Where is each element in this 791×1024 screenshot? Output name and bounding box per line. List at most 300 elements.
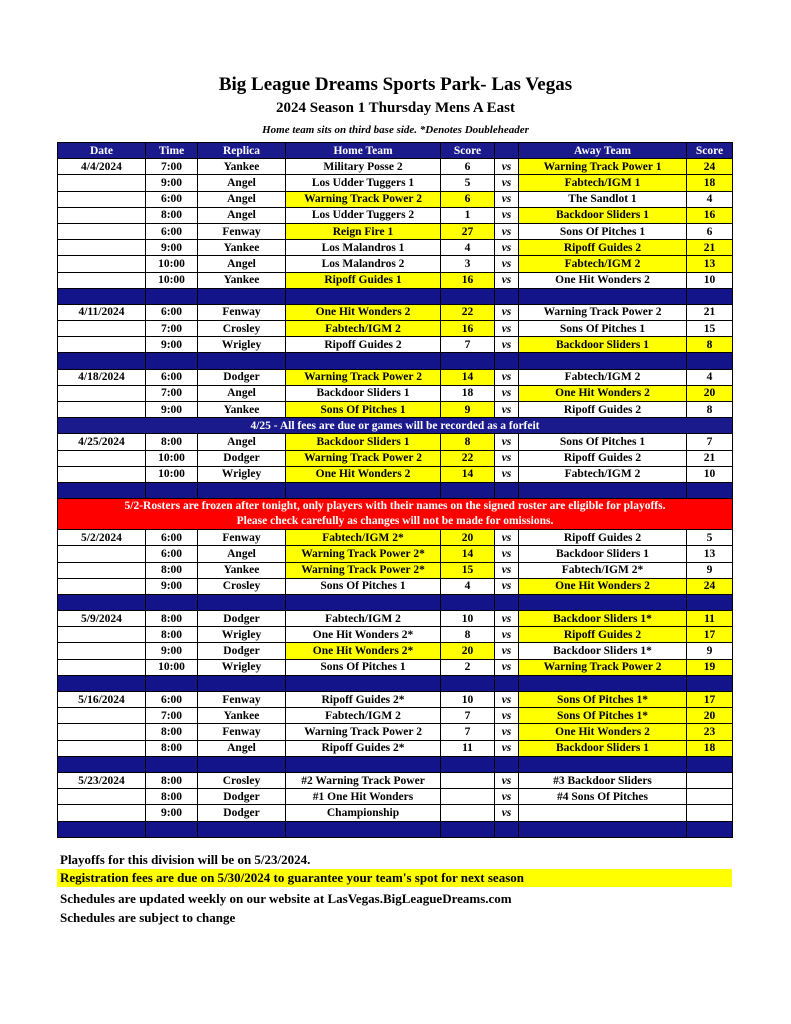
away-team: Ripoff Guides 2 xyxy=(519,240,687,256)
game-date xyxy=(58,240,146,256)
separator-cell xyxy=(146,353,198,369)
home-score: 22 xyxy=(441,450,495,466)
away-score: 16 xyxy=(687,207,733,223)
game-time: 7:00 xyxy=(146,159,198,175)
vs-label: vs xyxy=(495,659,519,675)
home-team: Sons Of Pitches 1 xyxy=(286,659,441,675)
fees-note: Registration fees are due on 5/30/2024 to guarantee your team's spot for next season xyxy=(57,869,732,887)
game-time: 10:00 xyxy=(146,659,198,675)
game-time: 9:00 xyxy=(146,643,198,659)
separator-cell xyxy=(286,594,441,610)
away-team: Ripoff Guides 2 xyxy=(519,402,687,418)
page-subtitle: 2024 Season 1 Thursday Mens A East xyxy=(276,100,515,116)
alert-banner xyxy=(58,499,733,530)
away-score: 8 xyxy=(687,402,733,418)
home-team: One Hit Wonders 2* xyxy=(286,627,441,643)
home-score: 5 xyxy=(441,175,495,191)
game-time: 10:00 xyxy=(146,272,198,288)
separator-cell xyxy=(198,821,286,837)
home-score xyxy=(441,772,495,788)
game-date xyxy=(58,466,146,482)
home-team: Fabtech/IGM 2 xyxy=(286,321,441,337)
game-date xyxy=(58,708,146,724)
vs-label: vs xyxy=(495,578,519,594)
game-field: Crosley xyxy=(198,578,286,594)
game-time: 9:00 xyxy=(146,578,198,594)
game-date xyxy=(58,337,146,353)
game-date xyxy=(58,385,146,401)
away-score: 21 xyxy=(687,240,733,256)
game-row xyxy=(58,321,733,337)
away-team: Warning Track Power 2 xyxy=(519,659,687,675)
home-team: #1 One Hit Wonders xyxy=(286,789,441,805)
home-team: Warning Track Power 2 xyxy=(286,450,441,466)
game-field: Dodger xyxy=(198,805,286,821)
separator-cell xyxy=(58,288,146,304)
home-team: Los Udder Tuggers 1 xyxy=(286,175,441,191)
separator-cell xyxy=(286,756,441,772)
game-field: Yankee xyxy=(198,708,286,724)
vs-label: vs xyxy=(495,175,519,191)
game-row xyxy=(58,256,733,272)
game-row xyxy=(58,708,733,724)
home-team: Warning Track Power 2* xyxy=(286,546,441,562)
notice-row xyxy=(58,418,733,434)
game-time: 8:00 xyxy=(146,627,198,643)
away-score: 18 xyxy=(687,740,733,756)
game-date: 4/11/2024 xyxy=(58,304,146,320)
separator-row xyxy=(58,821,733,837)
col-header-time: Time xyxy=(146,143,198,159)
away-team: Fabtech/IGM 2* xyxy=(519,562,687,578)
separator-cell xyxy=(198,594,286,610)
separator-cell xyxy=(146,594,198,610)
vs-label: vs xyxy=(495,207,519,223)
home-score: 11 xyxy=(441,740,495,756)
game-time: 8:00 xyxy=(146,434,198,450)
away-team: One Hit Wonders 2 xyxy=(519,578,687,594)
game-date xyxy=(58,272,146,288)
vs-label: vs xyxy=(495,643,519,659)
game-date xyxy=(58,740,146,756)
separator-cell xyxy=(286,482,441,498)
game-date: 5/9/2024 xyxy=(58,611,146,627)
away-score: 6 xyxy=(687,223,733,239)
game-time: 9:00 xyxy=(146,805,198,821)
away-score: 20 xyxy=(687,385,733,401)
away-score: 4 xyxy=(687,369,733,385)
home-score: 16 xyxy=(441,321,495,337)
separator-cell xyxy=(519,756,687,772)
home-team: Sons Of Pitches 1 xyxy=(286,402,441,418)
vs-label: vs xyxy=(495,772,519,788)
game-date xyxy=(58,546,146,562)
home-team: Fabtech/IGM 2 xyxy=(286,708,441,724)
game-row xyxy=(58,805,733,821)
away-team: The Sandlot 1 xyxy=(519,191,687,207)
separator-cell xyxy=(519,482,687,498)
vs-label: vs xyxy=(495,402,519,418)
vs-label: vs xyxy=(495,692,519,708)
away-team: Backdoor Sliders 1 xyxy=(519,740,687,756)
game-time: 6:00 xyxy=(146,369,198,385)
home-score: 6 xyxy=(441,159,495,175)
vs-label: vs xyxy=(495,562,519,578)
away-team: #3 Backdoor Sliders xyxy=(519,772,687,788)
vs-label: vs xyxy=(495,223,519,239)
home-team: Warning Track Power 2 xyxy=(286,369,441,385)
away-score: 10 xyxy=(687,466,733,482)
game-field: Angel xyxy=(198,207,286,223)
game-row xyxy=(58,578,733,594)
game-field: Yankee xyxy=(198,272,286,288)
game-field: Dodger xyxy=(198,789,286,805)
separator-cell xyxy=(286,821,441,837)
away-score: 17 xyxy=(687,627,733,643)
away-score xyxy=(687,789,733,805)
away-score: 9 xyxy=(687,643,733,659)
vs-label: vs xyxy=(495,385,519,401)
game-date xyxy=(58,627,146,643)
game-field: Yankee xyxy=(198,240,286,256)
col-header-away-score: Score xyxy=(687,143,733,159)
col-header-home-score: Score xyxy=(441,143,495,159)
vs-label: vs xyxy=(495,450,519,466)
game-field: Wrigley xyxy=(198,337,286,353)
game-row xyxy=(58,434,733,450)
game-time: 6:00 xyxy=(146,223,198,239)
col-header-away-team: Away Team xyxy=(519,143,687,159)
separator-cell xyxy=(441,756,495,772)
away-team: Sons Of Pitches 1* xyxy=(519,692,687,708)
separator-cell xyxy=(495,288,519,304)
separator-cell xyxy=(495,821,519,837)
game-row xyxy=(58,724,733,740)
vs-label: vs xyxy=(495,740,519,756)
separator-cell xyxy=(286,353,441,369)
vs-label: vs xyxy=(495,789,519,805)
separator-cell xyxy=(519,675,687,691)
away-score: 24 xyxy=(687,159,733,175)
game-time: 10:00 xyxy=(146,256,198,272)
game-field: Yankee xyxy=(198,159,286,175)
home-team: Ripoff Guides 1 xyxy=(286,272,441,288)
away-score: 5 xyxy=(687,530,733,546)
game-time: 8:00 xyxy=(146,562,198,578)
home-score: 9 xyxy=(441,402,495,418)
game-row xyxy=(58,740,733,756)
separator-cell xyxy=(495,756,519,772)
separator-cell xyxy=(495,675,519,691)
game-row xyxy=(58,789,733,805)
game-date xyxy=(58,805,146,821)
game-date xyxy=(58,223,146,239)
separator-cell xyxy=(441,482,495,498)
separator-cell xyxy=(495,594,519,610)
home-team: Los Malandros 2 xyxy=(286,256,441,272)
away-score: 24 xyxy=(687,578,733,594)
game-row xyxy=(58,337,733,353)
col-header-replica: Replica xyxy=(198,143,286,159)
separator-cell xyxy=(146,821,198,837)
home-team: Fabtech/IGM 2 xyxy=(286,611,441,627)
home-team: Championship xyxy=(286,805,441,821)
home-score: 6 xyxy=(441,191,495,207)
away-score: 15 xyxy=(687,321,733,337)
separator-cell xyxy=(687,482,733,498)
alert-line-1: 5/2-Rosters are frozen after tonight, only players with their names on the signed roster are eligible for playoffs. xyxy=(124,500,666,513)
game-row xyxy=(58,272,733,288)
home-score: 8 xyxy=(441,627,495,643)
separator-row xyxy=(58,353,733,369)
home-team: Los Udder Tuggers 2 xyxy=(286,207,441,223)
game-date xyxy=(58,175,146,191)
home-score: 22 xyxy=(441,304,495,320)
separator-cell xyxy=(58,756,146,772)
home-team: Fabtech/IGM 2* xyxy=(286,530,441,546)
schedule-table xyxy=(57,142,733,838)
home-score: 20 xyxy=(441,643,495,659)
home-team: Warning Track Power 2 xyxy=(286,724,441,740)
game-time: 7:00 xyxy=(146,321,198,337)
game-row xyxy=(58,159,733,175)
vs-label: vs xyxy=(495,240,519,256)
separator-cell xyxy=(146,756,198,772)
away-score xyxy=(687,772,733,788)
separator-cell xyxy=(687,756,733,772)
home-team: Los Malandros 1 xyxy=(286,240,441,256)
playoffs-note: Playoffs for this division will be on 5/23/2024. xyxy=(60,852,311,867)
game-time: 9:00 xyxy=(146,402,198,418)
game-date xyxy=(58,562,146,578)
separator-cell xyxy=(58,594,146,610)
game-field: Wrigley xyxy=(198,466,286,482)
away-score: 13 xyxy=(687,546,733,562)
vs-label: vs xyxy=(495,159,519,175)
vs-label: vs xyxy=(495,627,519,643)
separator-cell xyxy=(198,675,286,691)
game-date: 5/2/2024 xyxy=(58,530,146,546)
game-field: Fenway xyxy=(198,530,286,546)
game-time: 8:00 xyxy=(146,789,198,805)
game-row xyxy=(58,450,733,466)
home-score: 3 xyxy=(441,256,495,272)
away-team: Backdoor Sliders 1 xyxy=(519,337,687,353)
game-time: 9:00 xyxy=(146,175,198,191)
vs-label: vs xyxy=(495,805,519,821)
game-date xyxy=(58,256,146,272)
separator-cell xyxy=(198,353,286,369)
home-team: #2 Warning Track Power xyxy=(286,772,441,788)
game-date: 5/23/2024 xyxy=(58,772,146,788)
game-field: Angel xyxy=(198,191,286,207)
game-field: Fenway xyxy=(198,223,286,239)
separator-cell xyxy=(687,675,733,691)
vs-label: vs xyxy=(495,304,519,320)
game-field: Angel xyxy=(198,385,286,401)
col-header-vs xyxy=(495,143,519,159)
separator-cell xyxy=(687,353,733,369)
home-score: 15 xyxy=(441,562,495,578)
game-date xyxy=(58,402,146,418)
away-team: Ripoff Guides 2 xyxy=(519,530,687,546)
game-field: Yankee xyxy=(198,562,286,578)
vs-label: vs xyxy=(495,272,519,288)
game-time: 10:00 xyxy=(146,466,198,482)
separator-cell xyxy=(286,288,441,304)
home-team: Sons Of Pitches 1 xyxy=(286,578,441,594)
game-row xyxy=(58,772,733,788)
separator-cell xyxy=(441,594,495,610)
game-row xyxy=(58,659,733,675)
away-team: Backdoor Sliders 1* xyxy=(519,643,687,659)
away-score: 13 xyxy=(687,256,733,272)
game-field: Fenway xyxy=(198,724,286,740)
game-field: Fenway xyxy=(198,304,286,320)
game-field: Angel xyxy=(198,256,286,272)
game-time: 7:00 xyxy=(146,708,198,724)
game-date: 4/25/2024 xyxy=(58,434,146,450)
home-team: Backdoor Sliders 1 xyxy=(286,385,441,401)
vs-label: vs xyxy=(495,708,519,724)
game-field: Angel xyxy=(198,434,286,450)
game-row xyxy=(58,627,733,643)
away-team: Warning Track Power 1 xyxy=(519,159,687,175)
game-time: 8:00 xyxy=(146,740,198,756)
home-team: Ripoff Guides 2* xyxy=(286,692,441,708)
game-time: 6:00 xyxy=(146,546,198,562)
game-field: Dodger xyxy=(198,450,286,466)
game-date xyxy=(58,191,146,207)
separator-row xyxy=(58,288,733,304)
vs-label: vs xyxy=(495,369,519,385)
separator-cell xyxy=(687,821,733,837)
separator-cell xyxy=(198,288,286,304)
away-team: Fabtech/IGM 2 xyxy=(519,256,687,272)
game-row xyxy=(58,223,733,239)
away-score: 11 xyxy=(687,611,733,627)
separator-cell xyxy=(198,756,286,772)
home-team: Warning Track Power 2 xyxy=(286,191,441,207)
separator-cell xyxy=(495,482,519,498)
game-time: 8:00 xyxy=(146,611,198,627)
away-score: 10 xyxy=(687,272,733,288)
game-row xyxy=(58,175,733,191)
notice-text: 4/25 - All fees are due or games will be recorded as a forfeit xyxy=(58,418,733,434)
separator-row xyxy=(58,482,733,498)
col-header-home-team: Home Team xyxy=(286,143,441,159)
away-team: Backdoor Sliders 1* xyxy=(519,611,687,627)
away-team: Sons Of Pitches 1 xyxy=(519,223,687,239)
away-team xyxy=(519,805,687,821)
game-row xyxy=(58,240,733,256)
game-time: 10:00 xyxy=(146,450,198,466)
separator-cell xyxy=(519,594,687,610)
away-score: 8 xyxy=(687,337,733,353)
game-date xyxy=(58,450,146,466)
home-score: 14 xyxy=(441,546,495,562)
game-time: 6:00 xyxy=(146,530,198,546)
home-score xyxy=(441,805,495,821)
separator-cell xyxy=(441,288,495,304)
separator-cell xyxy=(146,288,198,304)
col-header-date: Date xyxy=(58,143,146,159)
away-team: Ripoff Guides 2 xyxy=(519,450,687,466)
away-team: Sons Of Pitches 1 xyxy=(519,321,687,337)
home-score: 7 xyxy=(441,337,495,353)
game-row xyxy=(58,466,733,482)
game-date: 4/18/2024 xyxy=(58,369,146,385)
game-field: Angel xyxy=(198,546,286,562)
home-score: 1 xyxy=(441,207,495,223)
page-title: Big League Dreams Sports Park- Las Vegas xyxy=(218,74,573,95)
game-row xyxy=(58,385,733,401)
separator-cell xyxy=(146,482,198,498)
home-score: 18 xyxy=(441,385,495,401)
game-time: 6:00 xyxy=(146,692,198,708)
separator-cell xyxy=(58,675,146,691)
game-time: 8:00 xyxy=(146,724,198,740)
game-row xyxy=(58,692,733,708)
home-score: 7 xyxy=(441,724,495,740)
home-team: Warning Track Power 2* xyxy=(286,562,441,578)
vs-label: vs xyxy=(495,611,519,627)
away-score: 18 xyxy=(687,175,733,191)
separator-cell xyxy=(519,288,687,304)
home-team: Reign Fire 1 xyxy=(286,223,441,239)
game-row xyxy=(58,562,733,578)
home-score: 4 xyxy=(441,240,495,256)
away-team: One Hit Wonders 2 xyxy=(519,272,687,288)
game-time: 9:00 xyxy=(146,240,198,256)
game-field: Yankee xyxy=(198,402,286,418)
home-team: Ripoff Guides 2* xyxy=(286,740,441,756)
separator-cell xyxy=(519,353,687,369)
away-team: Backdoor Sliders 1 xyxy=(519,207,687,223)
away-score: 21 xyxy=(687,450,733,466)
home-team: Military Posse 2 xyxy=(286,159,441,175)
separator-row xyxy=(58,594,733,610)
game-date xyxy=(58,321,146,337)
away-team: Warning Track Power 2 xyxy=(519,304,687,320)
game-date xyxy=(58,659,146,675)
vs-label: vs xyxy=(495,530,519,546)
vs-label: vs xyxy=(495,321,519,337)
game-date xyxy=(58,724,146,740)
game-field: Wrigley xyxy=(198,627,286,643)
home-team: One Hit Wonders 2 xyxy=(286,304,441,320)
separator-cell xyxy=(441,821,495,837)
game-date xyxy=(58,578,146,594)
game-field: Crosley xyxy=(198,772,286,788)
home-score: 7 xyxy=(441,708,495,724)
away-score: 4 xyxy=(687,191,733,207)
header-note: Home team sits on third base side. *Denotes Doubleheader xyxy=(262,124,529,136)
away-team: Fabtech/IGM 1 xyxy=(519,175,687,191)
away-team: #4 Sons Of Pitches xyxy=(519,789,687,805)
home-team: Ripoff Guides 2 xyxy=(286,337,441,353)
game-date xyxy=(58,207,146,223)
vs-label: vs xyxy=(495,337,519,353)
game-date: 5/16/2024 xyxy=(58,692,146,708)
home-score: 20 xyxy=(441,530,495,546)
game-row xyxy=(58,207,733,223)
game-row xyxy=(58,530,733,546)
home-score: 16 xyxy=(441,272,495,288)
website-note: Schedules are updated weekly on our website at LasVegas.BigLeagueDreams.com xyxy=(60,891,512,906)
away-score: 21 xyxy=(687,304,733,320)
game-field: Fenway xyxy=(198,692,286,708)
